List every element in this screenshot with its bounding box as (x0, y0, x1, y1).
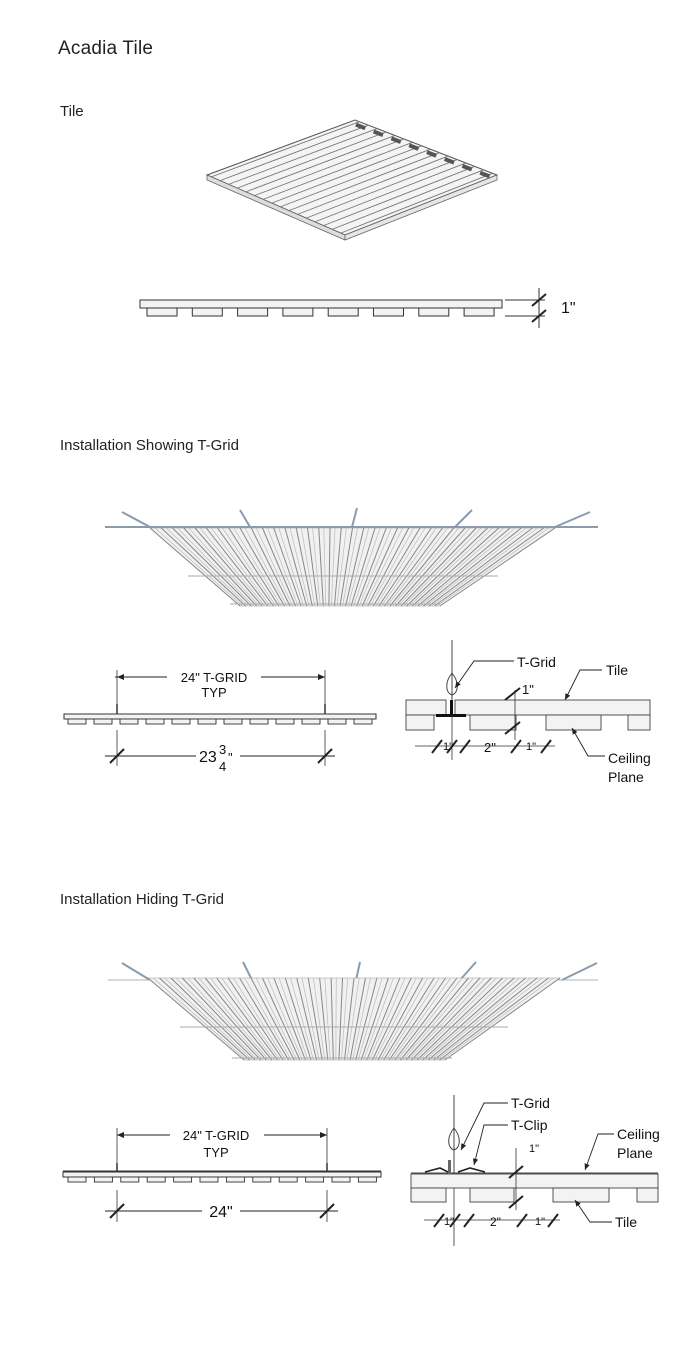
section-title-hiding-tgrid: Installation Hiding T-Grid (60, 891, 224, 908)
showing-tile-width-inch: " (228, 750, 233, 765)
showing-detail-tile-label: Tile (606, 662, 629, 678)
hiding-tgrid-perspective (108, 962, 598, 1060)
hiding-detail-dim-c: 1" (535, 1216, 546, 1228)
page-title: Acadia Tile (58, 38, 154, 59)
section-title-tile: Tile (60, 103, 84, 120)
showing-tile-width-denominator: 4 (219, 759, 227, 774)
showing-span-typ: TYP (201, 685, 227, 700)
showing-detail-thickness-dim: 1" (522, 682, 534, 697)
showing-tile-width-whole: 23 (199, 749, 217, 766)
showing-detail-plane-label: Plane (608, 769, 644, 785)
hiding-detail-plane-label: Plane (617, 1145, 653, 1161)
hiding-span-typ: TYP (203, 1145, 229, 1160)
tile-isometric-view (207, 120, 497, 240)
hiding-tile-width: 24" (209, 1204, 233, 1221)
showing-span-label: 24" T-GRID (180, 670, 248, 685)
showing-tgrid-perspective (105, 508, 598, 606)
hiding-detail-tgrid-label: T-Grid (511, 1095, 550, 1111)
hiding-span-label: 24" T-GRID (182, 1128, 250, 1143)
showing-detail-ceiling-label: Ceiling (608, 750, 651, 766)
hiding-detail-tile-label: Tile (615, 1214, 638, 1230)
tile-thickness-dimension: 1" (561, 300, 576, 317)
section-title-showing-tgrid: Installation Showing T-Grid (60, 437, 239, 454)
showing-detail-tgrid-label: T-Grid (517, 654, 556, 670)
hiding-detail-tclip-label: T-Clip (511, 1117, 548, 1133)
showing-detail-dim-a: 1" (443, 741, 454, 753)
tile-section-view (140, 288, 546, 328)
hiding-detail-dim-b: 2" (490, 1215, 501, 1229)
showing-detail-dim-b: 2" (484, 740, 496, 755)
hiding-detail-dim-a: 1" (444, 1216, 455, 1228)
hiding-detail-thickness-dim: 1" (529, 1143, 540, 1155)
showing-detail-dim-c: 1" (526, 741, 537, 753)
showing-tile-width-numerator: 3 (219, 742, 227, 757)
hiding-detail-ceiling-label: Ceiling (617, 1126, 660, 1142)
